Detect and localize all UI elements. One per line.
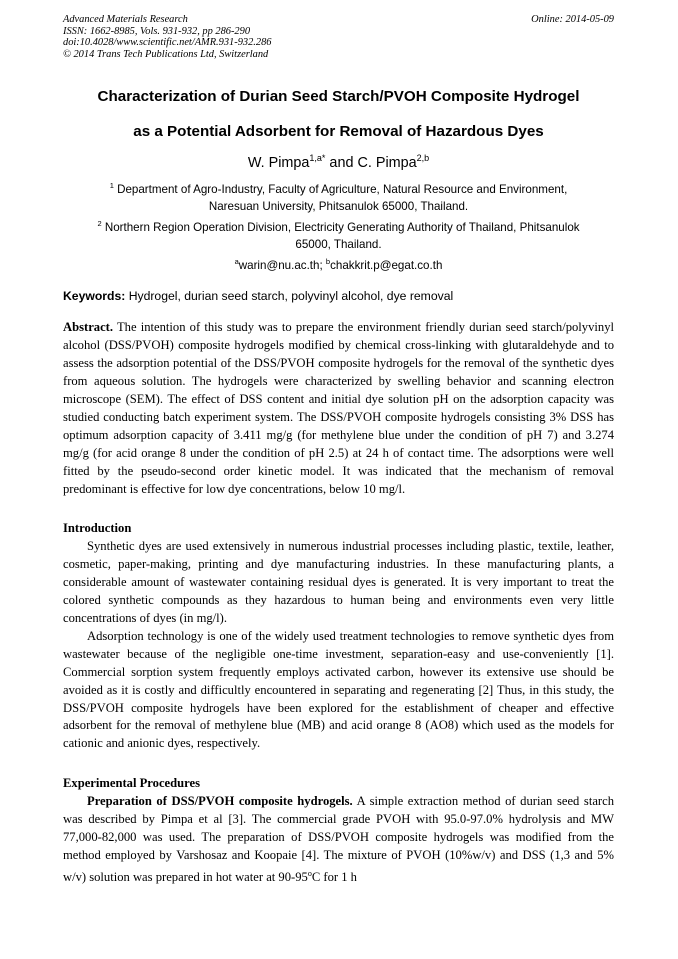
experimental-text-2: C for 1 h bbox=[311, 869, 357, 884]
author-2: C. Pimpa bbox=[357, 154, 417, 171]
abstract bbox=[63, 319, 614, 498]
affiliation-1-text: Department of Agro-Industry, Faculty of Agriculture, Natural Resource and Environment, bbox=[113, 182, 568, 196]
abstract-label: Abstract. bbox=[63, 320, 114, 335]
copyright-line: © 2014 Trans Tech Publications Ltd, Switzerland bbox=[63, 48, 269, 60]
online-date: Online: 2014-05-09 bbox=[531, 14, 614, 25]
journal-header bbox=[63, 14, 614, 60]
affiliation-2-number: 2 bbox=[97, 218, 102, 228]
experimental-heading: Experimental Procedures bbox=[63, 776, 200, 791]
affiliation-1-line-1 bbox=[63, 177, 614, 198]
subsection-label: Preparation of DSS/PVOH composite hydrogels. bbox=[87, 794, 353, 809]
author-1: W. Pimpa bbox=[247, 154, 310, 171]
experimental-text-1: A simple extraction method of durian seed starch was described by Pimpa et al [3]. The commercial grade PVOH with 95.0-97.0% hydrolysis and MW 77,000-82,000 was used. The preparation of DSS/PVOH composite hydrogels was modified from the method employed by Varshosaz and Koopaie [4]. The mixture of PVOH (10%w/v) and DSS (1,3 and 5% w/v) solution was prepared in hot water at 90-95 bbox=[63, 794, 614, 884]
paper-title-line-2: as a Potential Adsorbent for Removal of Hazardous Dyes bbox=[133, 123, 544, 140]
affiliation-2-text: Northern Region Operation Division, Electricity Generating Authority of Thailand, Phitsanulok bbox=[101, 220, 580, 234]
affiliation-1-number: 1 bbox=[109, 180, 114, 190]
issn-line: ISSN: 1662-8985, Vols. 931-932, pp 286-290 bbox=[63, 25, 251, 37]
author-list bbox=[63, 153, 614, 171]
author-1-affil-mark: 1,a* bbox=[309, 153, 326, 163]
experimental-paragraph-1 bbox=[63, 793, 614, 887]
introduction-paragraph-2: Adsorption technology is one of the widely used treatment technologies to remove synthetic dyes from wastewater because of the negligible one-time investment, separation-easy and use-conveniently [1]. Commercial sorption system frequently employs activated carbon, however its extensive use should be avoided as it is costly and difficultly encountered in separating and regenerating [2] Thus, in this study, the DSS/PVOH composite hydrogels have been explored for the establishment of cheaper and effective adsorbent for the removal of methylene blue (MB) and acid orange 8 (AO8) which used as the models for cationic and anionic dyes, respectively. bbox=[63, 628, 614, 751]
doi-line: doi:10.4028/www.scientific.net/AMR.931-932.286 bbox=[63, 37, 272, 48]
introduction-heading: Introduction bbox=[63, 521, 132, 536]
keywords bbox=[63, 289, 614, 303]
journal-name: Advanced Materials Research bbox=[63, 14, 188, 25]
author-2-affil-mark: 2,b bbox=[416, 153, 430, 163]
abstract-text: The intention of this study was to prepare the environment friendly durian seed starch/polyvinyl alcohol (DSS/PVOH) composite hydrogels modified by chemical cross-linking with glutaraldehyde and to assess the adsorption potential of the DSS/PVOH composite hydrogels for the removal of the synthetic dyes from aqueous solution. The hydrogels were characterized by swelling behavior and scanning electron microscope (SEM). The effect of DSS content and initial dye solution pH on the adsorption capacity was studied conducting batch experiment system. The DSS/PVOH composite hydrogels consisting 3% DSS has optimum adsorption capacity of 3.411 mg/g (for methylene blue under the condition of pH 7) and 3.274 mg/g (for acid orange 8 under the condition of pH 2.5) at 24 h of contact time. The adsorptions were well fitted by the pseudo-second order kinetic model. It was indicated that the mechanism of removal predominant is effective for low dye concentrations, below 10 mg/l. bbox=[63, 320, 614, 496]
email-a-mark: a bbox=[234, 256, 239, 266]
keywords-text: Hydrogel, durian seed starch, polyvinyl alcohol, dye removal bbox=[125, 289, 454, 304]
paper-page bbox=[63, 14, 614, 887]
affiliation-2-line-1 bbox=[63, 215, 614, 236]
introduction-paragraph-1: Synthetic dyes are used extensively in numerous industrial processes including plastic, textile, leather, cosmetic, paper-making, printing and dye manufacturing industries. In these manufacturing plants, a considerable amount of wastewater containing residual dyes is generated. It is very important to treat the colored synthetic compounds as they hazardous to human being and environments even very little concentrations of dyes (in mg/l). bbox=[63, 539, 614, 625]
affiliation-1-line-2: Naresuan University, Phitsanulok 65000, Thailand. bbox=[208, 199, 469, 213]
paper-title-line-1: Characterization of Durian Seed Starch/PVOH Composite Hydrogel bbox=[97, 88, 580, 105]
keywords-label: Keywords: bbox=[63, 289, 126, 304]
affiliations bbox=[63, 177, 614, 274]
author-emails bbox=[63, 253, 614, 274]
author-conjunction: and bbox=[325, 154, 358, 171]
email-b-mark: b bbox=[325, 256, 331, 266]
email-a: warin@nu.ac.th; bbox=[238, 258, 326, 272]
degree-mark: o bbox=[307, 868, 312, 878]
email-b: chakkrit.p@egat.co.th bbox=[330, 258, 443, 272]
affiliation-2-line-2: 65000, Thailand. bbox=[295, 237, 382, 251]
